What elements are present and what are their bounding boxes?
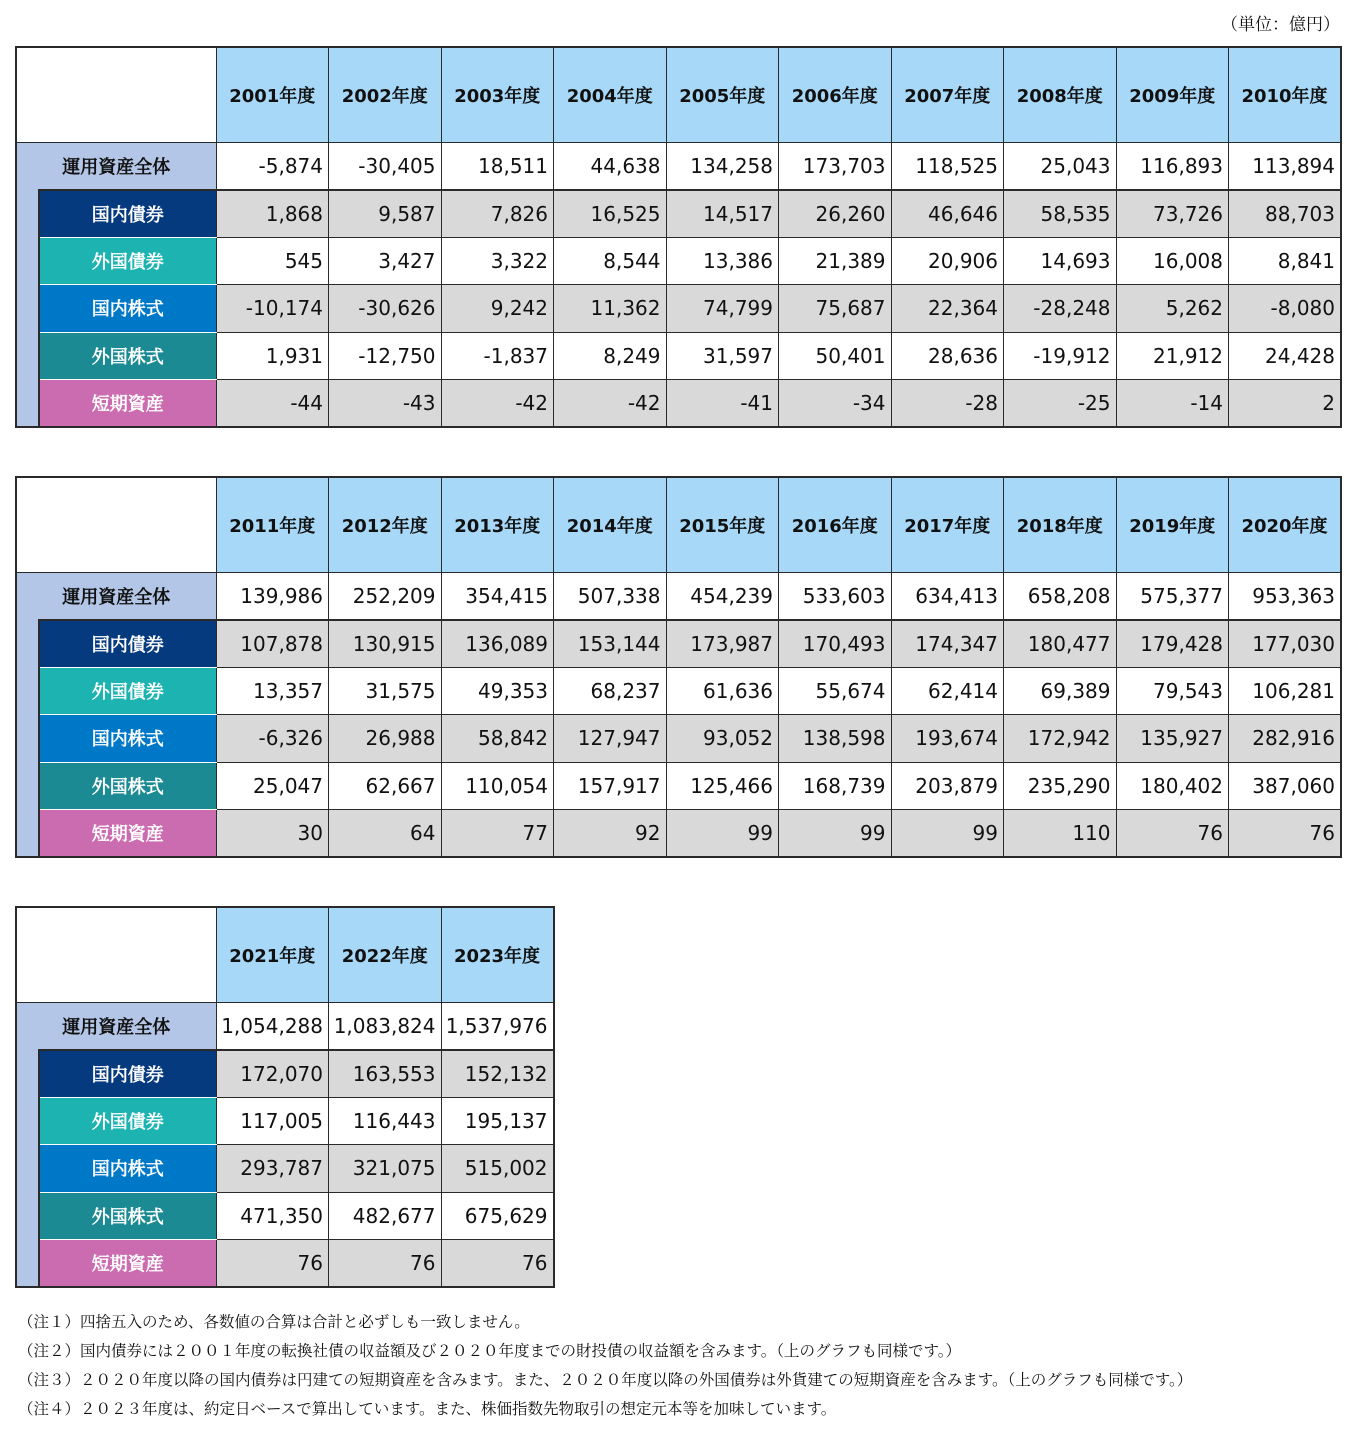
asset-value: -41 [666, 380, 779, 428]
group-bracket [16, 190, 39, 428]
asset-value: 177,030 [1229, 620, 1342, 668]
asset-value: -6,326 [216, 715, 329, 763]
asset-value: 8,544 [554, 237, 667, 285]
asset-value: 64 [329, 810, 442, 858]
returns-table-2011-2020 [15, 476, 1342, 858]
total-value: 113,894 [1229, 142, 1342, 190]
asset-value: 173,987 [666, 620, 779, 668]
row-label-asset: 外国債券 [39, 667, 216, 715]
asset-value: 138,598 [779, 715, 892, 763]
asset-value: 3,322 [441, 237, 554, 285]
row-label-asset: 国内債券 [39, 620, 216, 668]
total-value: 634,413 [891, 572, 1004, 620]
asset-value: 26,988 [329, 715, 442, 763]
asset-value: 5,262 [1116, 285, 1229, 333]
row-label-asset: 短期資産 [39, 1240, 216, 1288]
asset-row [16, 762, 1341, 810]
asset-value: -44 [216, 380, 329, 428]
header-row [16, 907, 554, 1002]
asset-value: 14,693 [1004, 237, 1117, 285]
asset-value: 99 [891, 810, 1004, 858]
year-header: 2004年度 [554, 47, 667, 142]
asset-value: 76 [329, 1240, 442, 1288]
total-row [16, 142, 1341, 190]
asset-value: 9,587 [329, 190, 442, 238]
asset-row [16, 1050, 554, 1098]
asset-value: 136,089 [441, 620, 554, 668]
year-header: 2002年度 [329, 47, 442, 142]
total-value: 953,363 [1229, 572, 1342, 620]
asset-value: 471,350 [216, 1192, 329, 1240]
year-header: 2015年度 [666, 477, 779, 572]
total-row [16, 572, 1341, 620]
asset-row [16, 715, 1341, 763]
total-value: 1,537,976 [441, 1002, 554, 1050]
asset-value: 110 [1004, 810, 1117, 858]
asset-value: 68,237 [554, 667, 667, 715]
year-header: 2006年度 [779, 47, 892, 142]
asset-value: 2 [1229, 380, 1342, 428]
total-value: 454,239 [666, 572, 779, 620]
asset-value: 26,260 [779, 190, 892, 238]
asset-value: 99 [779, 810, 892, 858]
footnote: （注３）２０２０年度以降の国内債券は円建ての短期資産を含みます。また、２０２０年度以降の外国債券は外貨建ての短期資産を含みます。（上のグラフも同様です。） [18, 1371, 1193, 1389]
asset-row [16, 1097, 554, 1145]
year-header: 2012年度 [329, 477, 442, 572]
asset-value: 76 [216, 1240, 329, 1288]
asset-value: -42 [441, 380, 554, 428]
asset-row [16, 1192, 554, 1240]
asset-value: 203,879 [891, 762, 1004, 810]
row-label-asset: 短期資産 [39, 810, 216, 858]
asset-value: 75,687 [779, 285, 892, 333]
asset-value: 515,002 [441, 1145, 554, 1193]
total-value: 1,054,288 [216, 1002, 329, 1050]
year-header: 2013年度 [441, 477, 554, 572]
asset-value: 482,677 [329, 1192, 442, 1240]
total-value: 658,208 [1004, 572, 1117, 620]
year-header: 2020年度 [1229, 477, 1342, 572]
footnote: （注１）四捨五入のため、各数値の合算は合計と必ずしも一致しません。 [18, 1313, 530, 1331]
total-value: 44,638 [554, 142, 667, 190]
asset-value: -14 [1116, 380, 1229, 428]
asset-value: 387,060 [1229, 762, 1342, 810]
asset-value: 16,008 [1116, 237, 1229, 285]
asset-row [16, 1145, 554, 1193]
row-label-asset: 外国株式 [39, 762, 216, 810]
asset-value: 55,674 [779, 667, 892, 715]
asset-row [16, 332, 1341, 380]
year-header: 2018年度 [1004, 477, 1117, 572]
asset-value: 127,947 [554, 715, 667, 763]
asset-value: 3,427 [329, 237, 442, 285]
year-header: 2010年度 [1229, 47, 1342, 142]
asset-row [16, 237, 1341, 285]
asset-value: 321,075 [329, 1145, 442, 1193]
asset-value: 99 [666, 810, 779, 858]
row-label-total: 運用資産全体 [16, 572, 216, 620]
asset-value: 62,667 [329, 762, 442, 810]
asset-value: 107,878 [216, 620, 329, 668]
asset-value: 31,575 [329, 667, 442, 715]
asset-value: 117,005 [216, 1097, 329, 1145]
asset-value: 24,428 [1229, 332, 1342, 380]
asset-value: 8,249 [554, 332, 667, 380]
asset-value: -8,080 [1229, 285, 1342, 333]
year-header: 2021年度 [216, 907, 329, 1002]
asset-row [16, 1240, 554, 1288]
year-header: 2009年度 [1116, 47, 1229, 142]
asset-value: -12,750 [329, 332, 442, 380]
asset-value: 49,353 [441, 667, 554, 715]
asset-value: 50,401 [779, 332, 892, 380]
asset-value: 79,543 [1116, 667, 1229, 715]
year-header: 2016年度 [779, 477, 892, 572]
asset-value: 92 [554, 810, 667, 858]
asset-value: -43 [329, 380, 442, 428]
asset-row [16, 380, 1341, 428]
footnote: （注２）国内債券には２００１年度の転換社債の収益額及び２０２０年度までの財投債の収益額を含みます。（上のグラフも同様です。） [18, 1342, 962, 1360]
asset-value: -1,837 [441, 332, 554, 380]
group-bracket [16, 1050, 39, 1288]
asset-value: 110,054 [441, 762, 554, 810]
asset-value: 163,553 [329, 1050, 442, 1098]
total-value: 533,603 [779, 572, 892, 620]
row-label-asset: 外国債券 [39, 1097, 216, 1145]
asset-value: 62,414 [891, 667, 1004, 715]
asset-value: -30,626 [329, 285, 442, 333]
asset-value: 76 [1229, 810, 1342, 858]
year-header: 2001年度 [216, 47, 329, 142]
total-value: 134,258 [666, 142, 779, 190]
total-value: 18,511 [441, 142, 554, 190]
corner-cell [16, 477, 216, 572]
asset-value: 25,047 [216, 762, 329, 810]
asset-value: 172,942 [1004, 715, 1117, 763]
asset-value: 152,132 [441, 1050, 554, 1098]
asset-row [16, 285, 1341, 333]
asset-value: 675,629 [441, 1192, 554, 1240]
asset-value: 13,357 [216, 667, 329, 715]
asset-value: 1,931 [216, 332, 329, 380]
total-value: 1,083,824 [329, 1002, 442, 1050]
header-row [16, 47, 1341, 142]
unit-label: （単位：億円） [1221, 15, 1340, 35]
row-label-asset: 国内株式 [39, 285, 216, 333]
year-header: 2008年度 [1004, 47, 1117, 142]
asset-value: 8,841 [1229, 237, 1342, 285]
asset-value: 179,428 [1116, 620, 1229, 668]
total-value: -5,874 [216, 142, 329, 190]
asset-value: 31,597 [666, 332, 779, 380]
asset-value: 13,386 [666, 237, 779, 285]
year-header: 2022年度 [329, 907, 442, 1002]
row-label-asset: 外国債券 [39, 237, 216, 285]
asset-row [16, 620, 1341, 668]
returns-table-2021-2023 [15, 906, 555, 1288]
total-value: -30,405 [329, 142, 442, 190]
asset-row [16, 667, 1341, 715]
asset-value: 174,347 [891, 620, 1004, 668]
asset-value: 93,052 [666, 715, 779, 763]
asset-value: -10,174 [216, 285, 329, 333]
total-value: 173,703 [779, 142, 892, 190]
asset-value: 22,364 [891, 285, 1004, 333]
corner-cell [16, 47, 216, 142]
total-value: 507,338 [554, 572, 667, 620]
asset-value: 61,636 [666, 667, 779, 715]
asset-value: 14,517 [666, 190, 779, 238]
total-row [16, 1002, 554, 1050]
asset-value: 58,842 [441, 715, 554, 763]
asset-value: -42 [554, 380, 667, 428]
header-row [16, 477, 1341, 572]
row-label-asset: 国内株式 [39, 715, 216, 763]
asset-value: 153,144 [554, 620, 667, 668]
footnote: （注４）２０２３年度は、約定日ベースで算出しています。また、株価指数先物取引の想定元本等を加味しています。 [18, 1400, 837, 1418]
asset-row [16, 810, 1341, 858]
asset-value: 11,362 [554, 285, 667, 333]
asset-value: 76 [1116, 810, 1229, 858]
asset-value: 293,787 [216, 1145, 329, 1193]
total-value: 116,893 [1116, 142, 1229, 190]
row-label-asset: 外国株式 [39, 332, 216, 380]
asset-value: 180,477 [1004, 620, 1117, 668]
asset-value: 74,799 [666, 285, 779, 333]
row-label-total: 運用資産全体 [16, 1002, 216, 1050]
asset-value: 88,703 [1229, 190, 1342, 238]
asset-value: 76 [441, 1240, 554, 1288]
asset-value: 28,636 [891, 332, 1004, 380]
asset-value: 168,739 [779, 762, 892, 810]
total-value: 252,209 [329, 572, 442, 620]
total-value: 25,043 [1004, 142, 1117, 190]
asset-value: 193,674 [891, 715, 1004, 763]
footnotes [18, 1308, 1192, 1424]
returns-table-2001-2010 [15, 46, 1342, 428]
year-header: 2023年度 [441, 907, 554, 1002]
row-label-asset: 短期資産 [39, 380, 216, 428]
asset-value: 235,290 [1004, 762, 1117, 810]
asset-value: 21,912 [1116, 332, 1229, 380]
row-label-asset: 国内株式 [39, 1145, 216, 1193]
asset-value: 16,525 [554, 190, 667, 238]
corner-cell [16, 907, 216, 1002]
year-header: 2017年度 [891, 477, 1004, 572]
asset-value: 545 [216, 237, 329, 285]
asset-value: 180,402 [1116, 762, 1229, 810]
asset-value: 172,070 [216, 1050, 329, 1098]
asset-value: 7,826 [441, 190, 554, 238]
asset-value: 282,916 [1229, 715, 1342, 763]
year-header: 2019年度 [1116, 477, 1229, 572]
asset-value: 9,242 [441, 285, 554, 333]
asset-value: 30 [216, 810, 329, 858]
total-value: 354,415 [441, 572, 554, 620]
asset-value: 170,493 [779, 620, 892, 668]
row-label-asset: 外国株式 [39, 1192, 216, 1240]
year-header: 2014年度 [554, 477, 667, 572]
row-label-asset: 国内債券 [39, 190, 216, 238]
row-label-asset: 国内債券 [39, 1050, 216, 1098]
asset-value: 125,466 [666, 762, 779, 810]
row-label-total: 運用資産全体 [16, 142, 216, 190]
asset-value: -25 [1004, 380, 1117, 428]
year-header: 2011年度 [216, 477, 329, 572]
total-value: 575,377 [1116, 572, 1229, 620]
asset-value: 77 [441, 810, 554, 858]
asset-row [16, 190, 1341, 238]
asset-value: 73,726 [1116, 190, 1229, 238]
asset-value: 116,443 [329, 1097, 442, 1145]
asset-value: 106,281 [1229, 667, 1342, 715]
asset-value: -28 [891, 380, 1004, 428]
total-value: 118,525 [891, 142, 1004, 190]
asset-value: 130,915 [329, 620, 442, 668]
asset-value: 135,927 [1116, 715, 1229, 763]
asset-value: -28,248 [1004, 285, 1117, 333]
asset-value: 1,868 [216, 190, 329, 238]
asset-value: 20,906 [891, 237, 1004, 285]
year-header: 2003年度 [441, 47, 554, 142]
group-bracket [16, 620, 39, 858]
asset-value: 157,917 [554, 762, 667, 810]
asset-value: 21,389 [779, 237, 892, 285]
asset-value: 69,389 [1004, 667, 1117, 715]
asset-value: 46,646 [891, 190, 1004, 238]
year-header: 2005年度 [666, 47, 779, 142]
year-header: 2007年度 [891, 47, 1004, 142]
asset-value: -19,912 [1004, 332, 1117, 380]
asset-value: 195,137 [441, 1097, 554, 1145]
asset-value: -34 [779, 380, 892, 428]
asset-value: 58,535 [1004, 190, 1117, 238]
total-value: 139,986 [216, 572, 329, 620]
